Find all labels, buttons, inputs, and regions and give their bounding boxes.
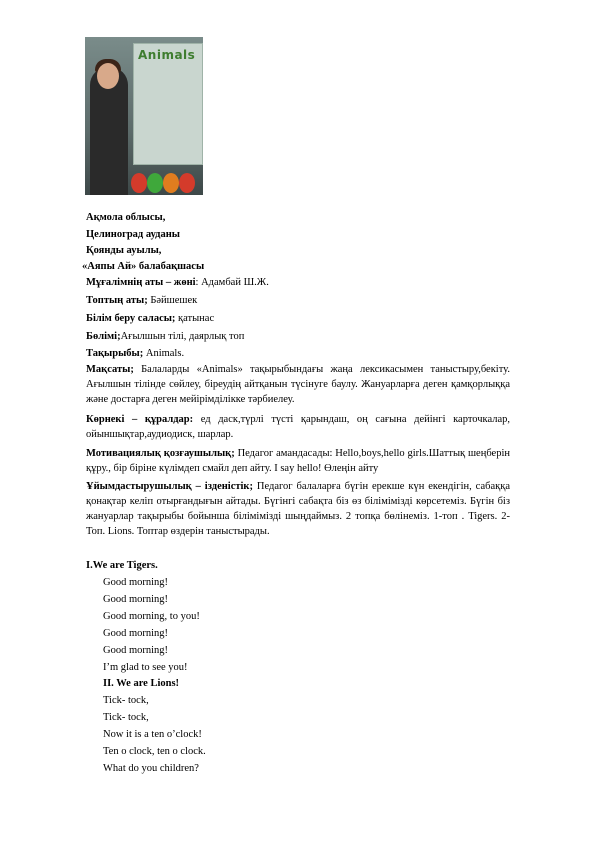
song1-line: Good morning! [103,628,169,639]
group-value: Бәйшешек [147,295,198,306]
song2-line: What do you children? [103,763,199,774]
area-row [86,312,214,325]
organization-value: Педагог балаларға бүгін ерекше күн екендігін, сабаққа қонақтар келіп отырғандығын айтады. Бүгінгі сабақта біз өз білімімізді көрсетеміз. Бүгін біз жануарлар тақырыбы бойынша білімімізді шыңдаймыз. 2 топқа бөлінеміз. 1-топ . Tigers. 2- Топ. Lions. Топтар өздерін таныстырады. [86,481,510,537]
song2-line: Now it is a ten o’clock! [103,729,202,740]
song2-line: Ten o clock, ten o clock. [103,746,206,757]
poster-title: Animals [138,48,196,62]
header-kindergarten: «Аяпы Ай» балабақшасы [82,261,205,272]
song2-line: Tick- tock, [103,695,149,706]
song1-line: I’m glad to see you! [103,662,188,673]
song1-line: Good morning! [103,577,169,588]
animals-poster [133,43,203,165]
section-row [86,330,244,343]
header-region: Ақмола облысы, [86,212,166,223]
teacher-photo [85,37,203,195]
motivation-paragraph [86,446,510,476]
song2-line: Tick- tock, [103,712,149,723]
song1-title: I.We are Tigers. [86,560,158,571]
song2-title: II. We are Lions! [103,678,180,689]
balloon-red [179,173,195,193]
goal-value: Балаларды «Animals» тақырыбындағы жаңа лексикасымен таныстыру,бекіту. Ағылшын тілінде сөйлеу, біреудің айтқанын түсінуге баулу. Жануарларға деген қамқорлыққа және достарға деген мейірімділікке тәрбиелеу. [86,364,510,405]
goal-label: Мақсаты; [86,364,134,375]
motivation-label: Мотивациялық қозғаушылық; [86,448,235,459]
teacher-head [97,63,119,89]
topic-row [86,347,184,360]
balloon-green [147,173,163,193]
teacher-value: : Адамбай Ш.Ж. [195,277,269,288]
header-district: Целиноград ауданы [86,229,180,240]
area-label: Білім беру саласы; [86,313,176,324]
balloon-red [131,173,147,193]
goal-paragraph [86,362,510,407]
teacher-label: Мұғалімнің аты – жөні [86,277,196,288]
topic-label: Тақырыбы; [86,348,144,359]
section-label: Бөлімі; [86,331,121,342]
group-row [86,294,197,307]
song1-line: Good morning! [103,645,169,656]
organization-label: Ұйымдастырушылық – ізденістік; [86,481,253,492]
equipment-label: Көрнекі – құралдар: [86,414,194,425]
teacher-row [86,276,269,289]
organization-paragraph [86,479,510,539]
balloon-orange [163,173,179,193]
section-value: Ағылшын тілі, даярлық топ [120,331,245,342]
song1-line: Good morning! [103,594,169,605]
motivation-value: Педагог амандасады: Hello,boys,hello girls.Шаттық шеңберін құру., бір біріне күлімдеп смайл деп айту. I say hello! Өлеңін айту [86,448,510,474]
area-value: қатынас [175,313,215,324]
header-village: Қоянды ауылы, [86,245,162,256]
equipment-value: ед даск,түрлі түсті қарындаш, оң сағына дейінгі карточкалар, ойыншықтар,аудиодиск, шарлар. [86,414,510,440]
song1-line: Good morning, to you! [103,611,200,622]
equipment-paragraph [86,412,510,442]
group-label: Топтың аты; [86,295,148,306]
topic-value: Animals. [143,348,185,359]
